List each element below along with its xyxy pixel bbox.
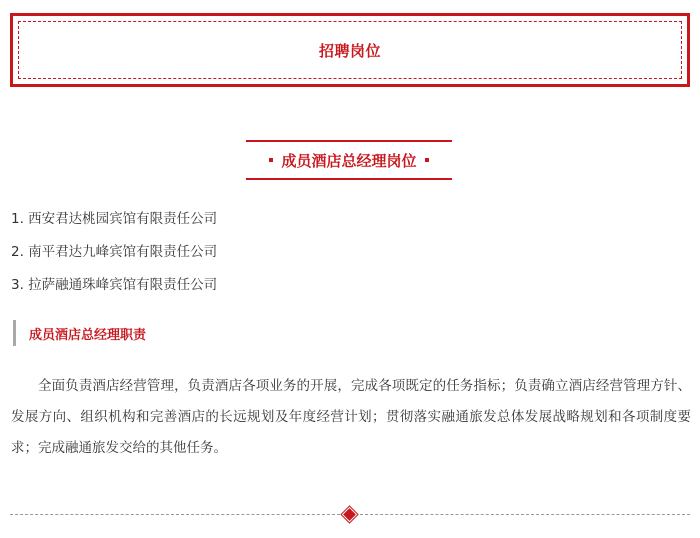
divider-line-right bbox=[360, 514, 690, 515]
list-item: 3. 拉萨融通珠峰宾馆有限责任公司 bbox=[11, 277, 218, 293]
header-box bbox=[10, 13, 690, 87]
duties-paragraph: 全面负责酒店经营管理，负责酒店各项业务的开展，完成各项既定的任务指标；负责确立酒店经营管理方针、发展方向、组织机构和完善酒店的长远规划及年度经营计划；贯彻落实融通旅发总体发展战略规划和各项制度要求；完成融通旅发交给的其他任务。 bbox=[11, 378, 691, 456]
header-inner-frame bbox=[18, 21, 682, 79]
section-divider bbox=[10, 508, 690, 522]
duties-heading bbox=[13, 320, 146, 346]
square-bullet-icon bbox=[269, 158, 273, 162]
position-heading bbox=[246, 140, 452, 180]
section-title: 招聘岗位 bbox=[318, 41, 381, 60]
list-item: 1. 西安君达桃园宾馆有限责任公司 bbox=[11, 211, 218, 227]
company-list bbox=[11, 203, 217, 302]
list-item: 2. 南平君达九峰宾馆有限责任公司 bbox=[11, 244, 218, 260]
divider-line-left bbox=[10, 514, 340, 515]
duties-title: 成员酒店总经理职责 bbox=[29, 327, 147, 343]
square-bullet-icon bbox=[425, 158, 429, 162]
position-title: 成员酒店总经理岗位 bbox=[281, 151, 417, 170]
